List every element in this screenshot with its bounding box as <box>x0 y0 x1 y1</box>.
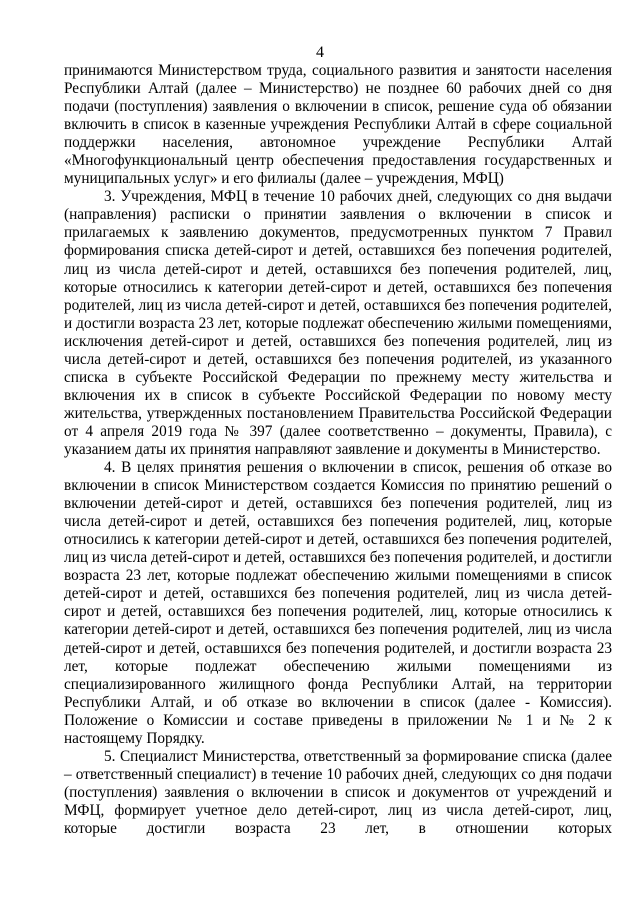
paragraph-item-3: 3. Учреждения, МФЦ в течение 10 рабочих дней, следующих со дня выдачи (направления) расписки о принятии заявления о включении в список и прилагаемых к заявлению документов, предусмотренных пунктом 7 Правил формирования списка детей-сирот и детей, оставшихся без попечения родителей, лиц из числа детей-сирот и детей, оставшихся без попечения родителей, лиц, которые относились к категории детей-сирот и детей, оставшихся без попечения родителей, лиц из числа детей-сирот и детей, оставшихся без попечения родителей, и достигли возраста 23 лет, которые подлежат обеспечению жилыми помещениями, исключения детей-сирот и детей, оставшихся без попечения родителей, лиц из числа детей-сирот и детей, оставшихся без попечения родителей, из указанного списка в субъекте Российской Федерации по прежнему месту жительства и включения их в список в субъекте Российской Федерации по новому месту жительства, утвержденных постановлением Правительства Российской Федерации от 4 апреля 2019 года № 397 (далее соответственно – документы, Правила), с указанием даты их принятия направляют заявление и документы в Министерство. <box>64 188 612 458</box>
paragraph-item-5: 5. Специалист Министерства, ответственный за формирование списка (далее – ответственный специалист) в течение 10 рабочих дней, следующих со дня подачи (поступления) заявления о включении в список и документов от учреждений и МФЦ, формирует учетное дело детей-сирот, лиц из числа детей-сирот, лиц, которые достигли возраста 23 лет, в отношении которых <box>64 747 612 837</box>
document-body <box>64 62 612 838</box>
paragraph-item-4: 4. В целях принятия решения о включении в список, решения об отказе во включении в список Министерством создается Комиссия по принятию решений о включении детей-сирот и детей, оставшихся без попечения родителей, лиц из числа детей-сирот и детей, оставшихся без попечения родителей, лиц, которые относились к категории детей-сирот и детей, оставшихся без попечения родителей, лиц из числа детей-сирот и детей, оставшихся без попечения родителей, и достигли возраста 23 лет, которые подлежат обеспечению жилыми помещениями в список детей-сирот и детей, оставшихся без попечения родителей, лиц из числа детей-сирот и детей, оставшихся без попечения родителей, лиц, которые относились к категории детей-сирот и детей, оставшихся без попечения родителей, лиц из числа детей-сирот и детей, оставшихся без попечения родителей, и достигли возраста 23 лет, которые подлежат обеспечению жилыми помещениями из специализированного жилищного фонда Республики Алтай, на территории Республики Алтай, и об отказе во включении в список (далее - Комиссия). Положение о Комиссии и составе приведены в приложении № 1 и № 2 к настоящему Порядку. <box>64 459 612 747</box>
paragraph-continuation: принимаются Министерством труда, социального развития и занятости населения Республики Алтай (далее – Министерство) не позднее 60 рабочих дней со дня подачи (поступления) заявления о включении в список, решение суда об обязании включить в список в казенные учреждения Республики Алтай в сфере социальной поддержки населения, автономное учреждение Республики Алтай «Многофункциональный центр обеспечения предоставления государственных и муниципальных услуг» и его филиалы (далее – учреждения, МФЦ) <box>64 62 612 188</box>
page-number: 4 <box>316 44 324 61</box>
